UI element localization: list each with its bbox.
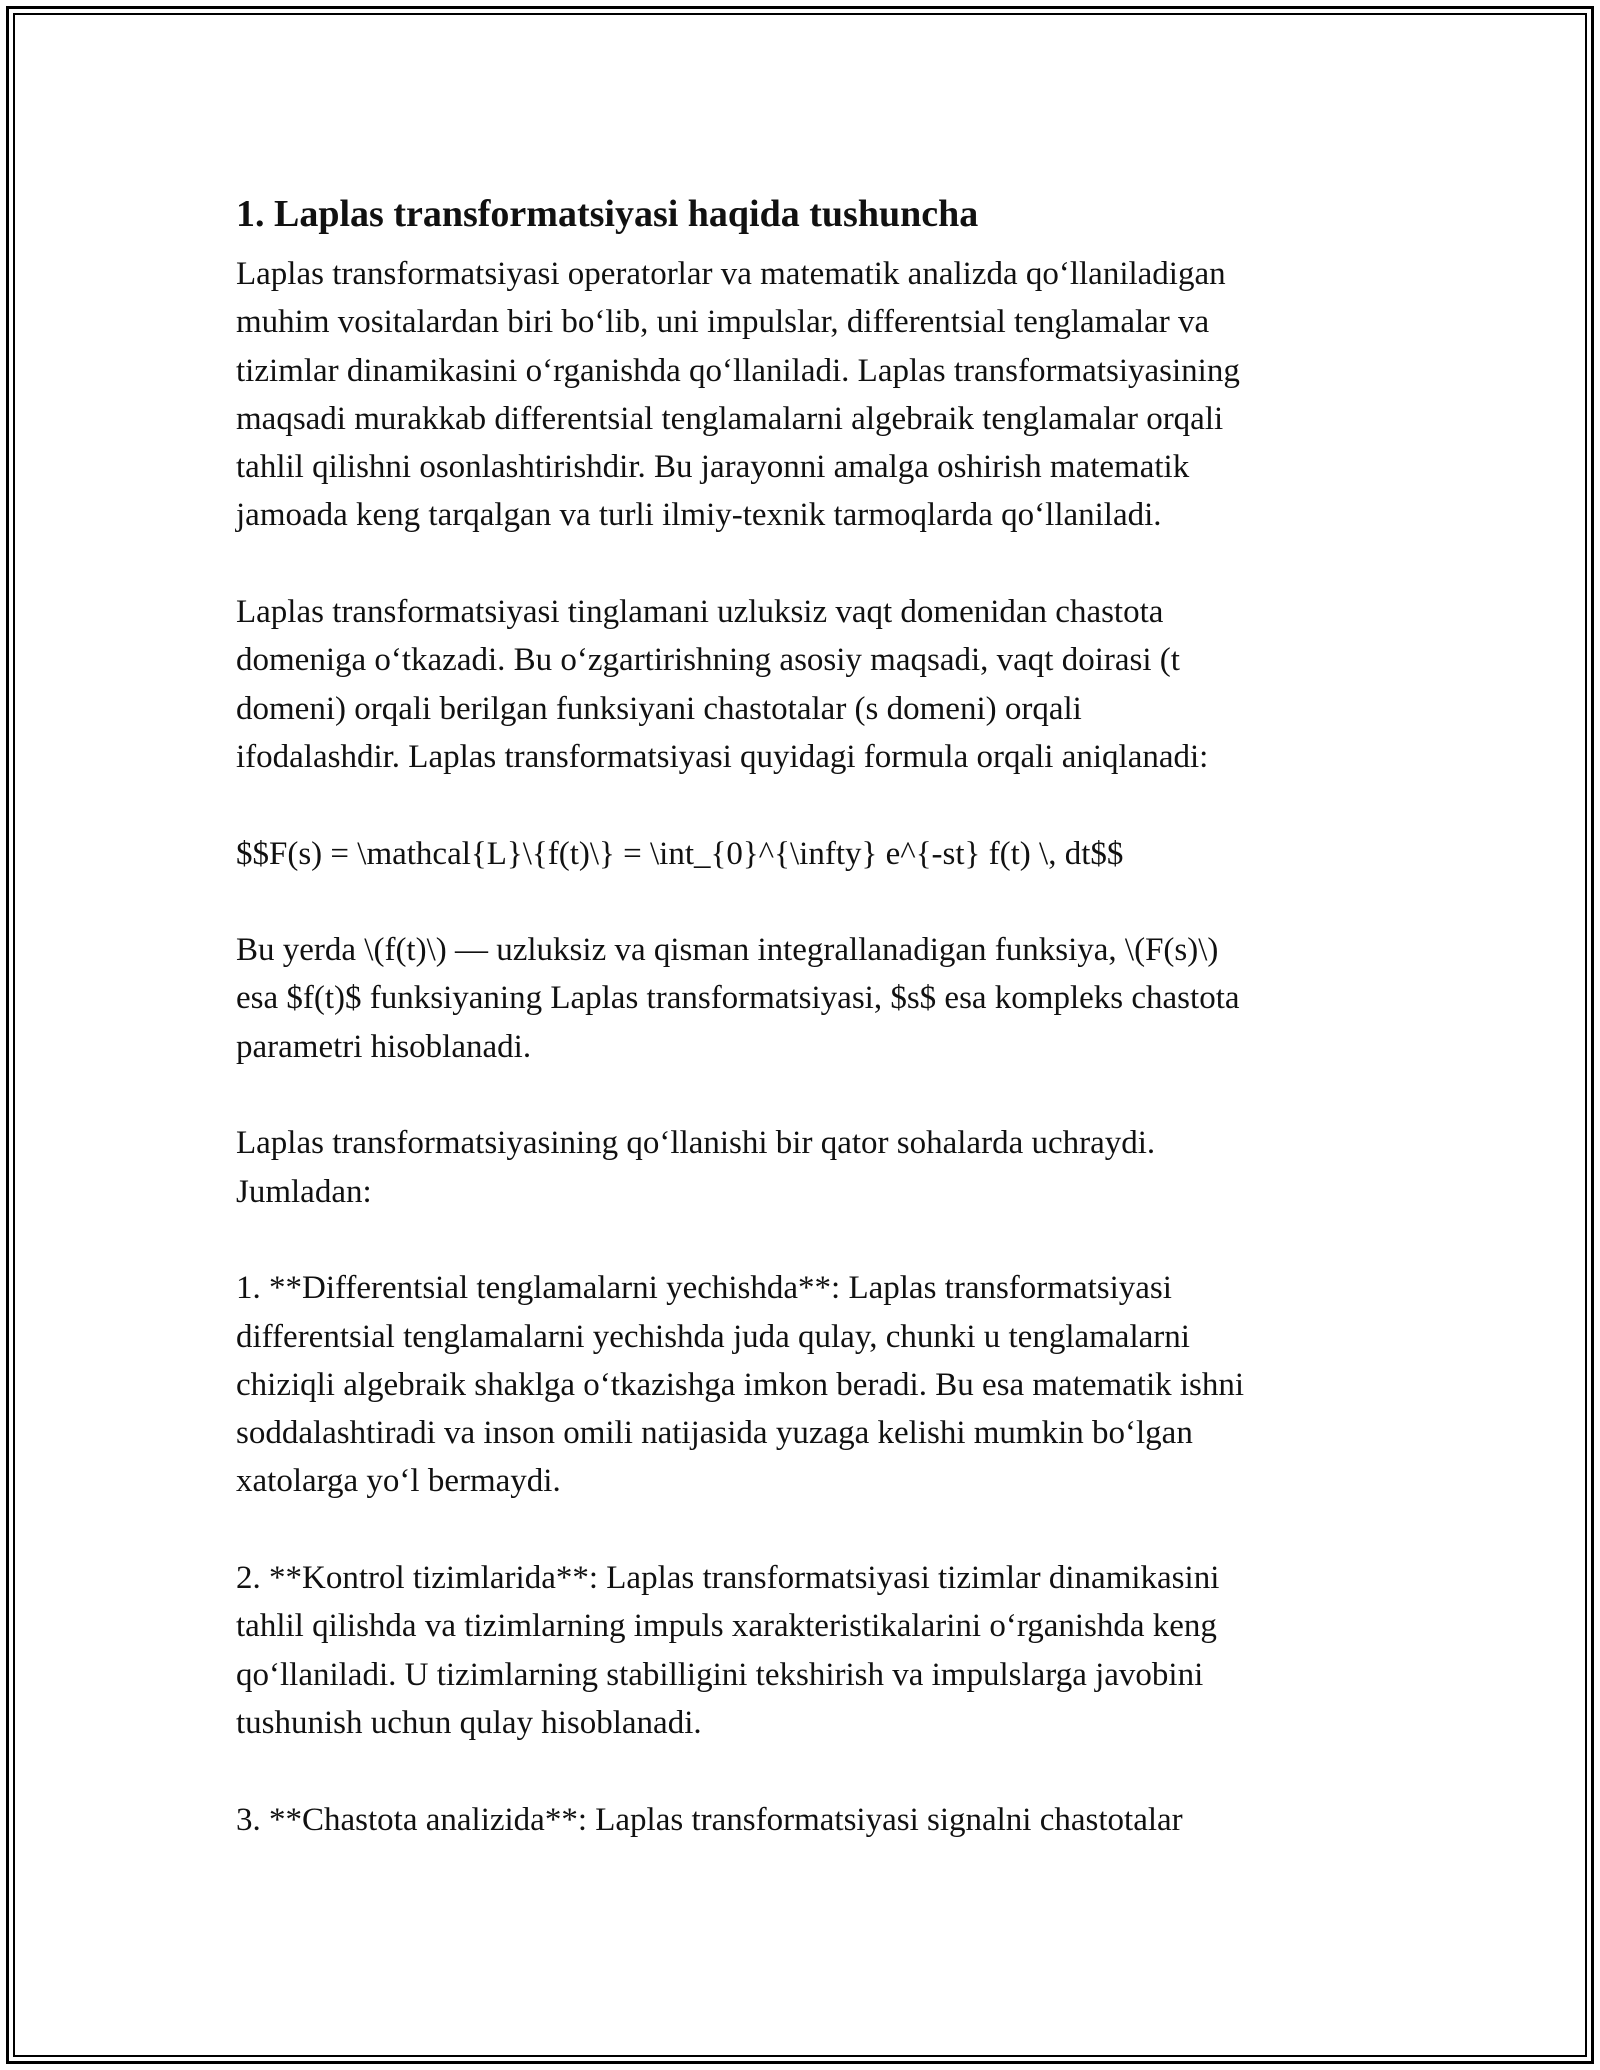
text-line: soddalashtiradi va inson omili natijasida yuzaga kelishi mumkin bo‘lgan [236,1415,1193,1452]
list-item-3 [236,1796,1366,1844]
text-line: ifodalashdir. Laplas transformatsiyasi quyidagi formula orqali aniqlanadi: [236,738,1209,775]
text-line: jamoada keng tarqalgan va turli ilmiy-texnik tarmoqlarda qo‘llaniladi. [236,497,1162,534]
text-line: muhim vositalardan biri bo‘lib, uni impulslar, differentsial tenglamalar va [236,304,1210,341]
text-line: differentsial tenglamalarni yechishda juda qulay, chunki u tenglamalarni [236,1318,1190,1355]
text-line: chiziqli algebraik shaklga o‘tkazishga imkon beradi. Bu esa matematik ishni [236,1366,1245,1403]
text-line: tushunish uchun qulay hisoblanadi. [236,1704,702,1741]
paragraph-applications-intro [236,1119,1366,1216]
paragraph-gap [236,540,1366,588]
paragraph-gap [236,1216,1366,1264]
text-line: 2. **Kontrol tizimlarida**: Laplas transformatsiyasi tizimlar dinamikasini [236,1560,1220,1597]
formula-text: $$F(s) = \mathcal{L}\{f(t)\} = \int_{0}^{\infty} e^{-st} f(t) \, dt$$ [236,835,1124,872]
paragraph-gap [236,1071,1366,1119]
text-line: Laplas transformatsiyasi tinglamani uzluksiz vaqt domenidan chastota [236,594,1164,631]
list-item-2 [236,1554,1366,1747]
text-line: qo‘llaniladi. U tizimlarning stabilligini tekshirish va impulslarga javobini [236,1656,1204,1693]
text-line: Jumladan: [236,1173,372,1210]
text-line: parametri hisoblanadi. [236,1028,532,1065]
text-line: domeniga o‘tkazadi. Bu o‘zgartirishning asosiy maqsadi, vaqt doirasi (t [236,642,1180,679]
paragraph-gap [236,878,1366,926]
formula-line [236,830,1366,878]
list-item-1 [236,1264,1366,1505]
text-line: domeni) orqali berilgan funksiyani chastotalar (s domeni) orqali [236,690,1082,727]
text-line: maqsadi murakkab differentsial tenglamalarni algebraik tenglamalar orqali [236,400,1224,437]
text-line: esa $f(t)$ funksiyaning Laplas transformatsiyasi, $s$ esa kompleks chastota [236,980,1240,1017]
text-line: Laplas transformatsiyasining qo‘llanishi bir qator sohalarda uchraydi. [236,1125,1156,1162]
section-heading: 1. Laplas transformatsiyasi haqida tushuncha [236,193,979,235]
text-line: tizimlar dinamikasini o‘rganishda qo‘llaniladi. Laplas transformatsiyasining [236,352,1240,389]
text-line: tahlil qilishda va tizimlarning impuls xarakteristikalarini o‘rganishda keng [236,1608,1217,1645]
text-line: 3. **Chastota analizida**: Laplas transformatsiyasi signalni chastotalar [236,1801,1183,1838]
text-line: xatolarga yo‘l bermaydi. [236,1463,561,1500]
text-line: tahlil qilishni osonlashtirishdir. Bu jarayonni amalga oshirish matematik [236,449,1190,486]
paragraph-gap [236,1506,1366,1554]
paragraph-gap [236,1747,1366,1795]
paragraph-intro [236,250,1366,540]
paragraph-definitions [236,926,1366,1071]
paragraph-gap [236,781,1366,829]
text-line: Bu yerda \(f(t)\) — uzluksiz va qisman integrallanadigan funksiya, \(F(s)\) [236,932,1219,969]
document-body [236,186,1366,1844]
text-line: Laplas transformatsiyasi operatorlar va matematik analizda qo‘llaniladigan [236,256,1226,292]
text-line: 1. **Differentsial tenglamalarni yechishda**: Laplas transformatsiyasi [236,1270,1172,1307]
paragraph-domain [236,588,1366,781]
